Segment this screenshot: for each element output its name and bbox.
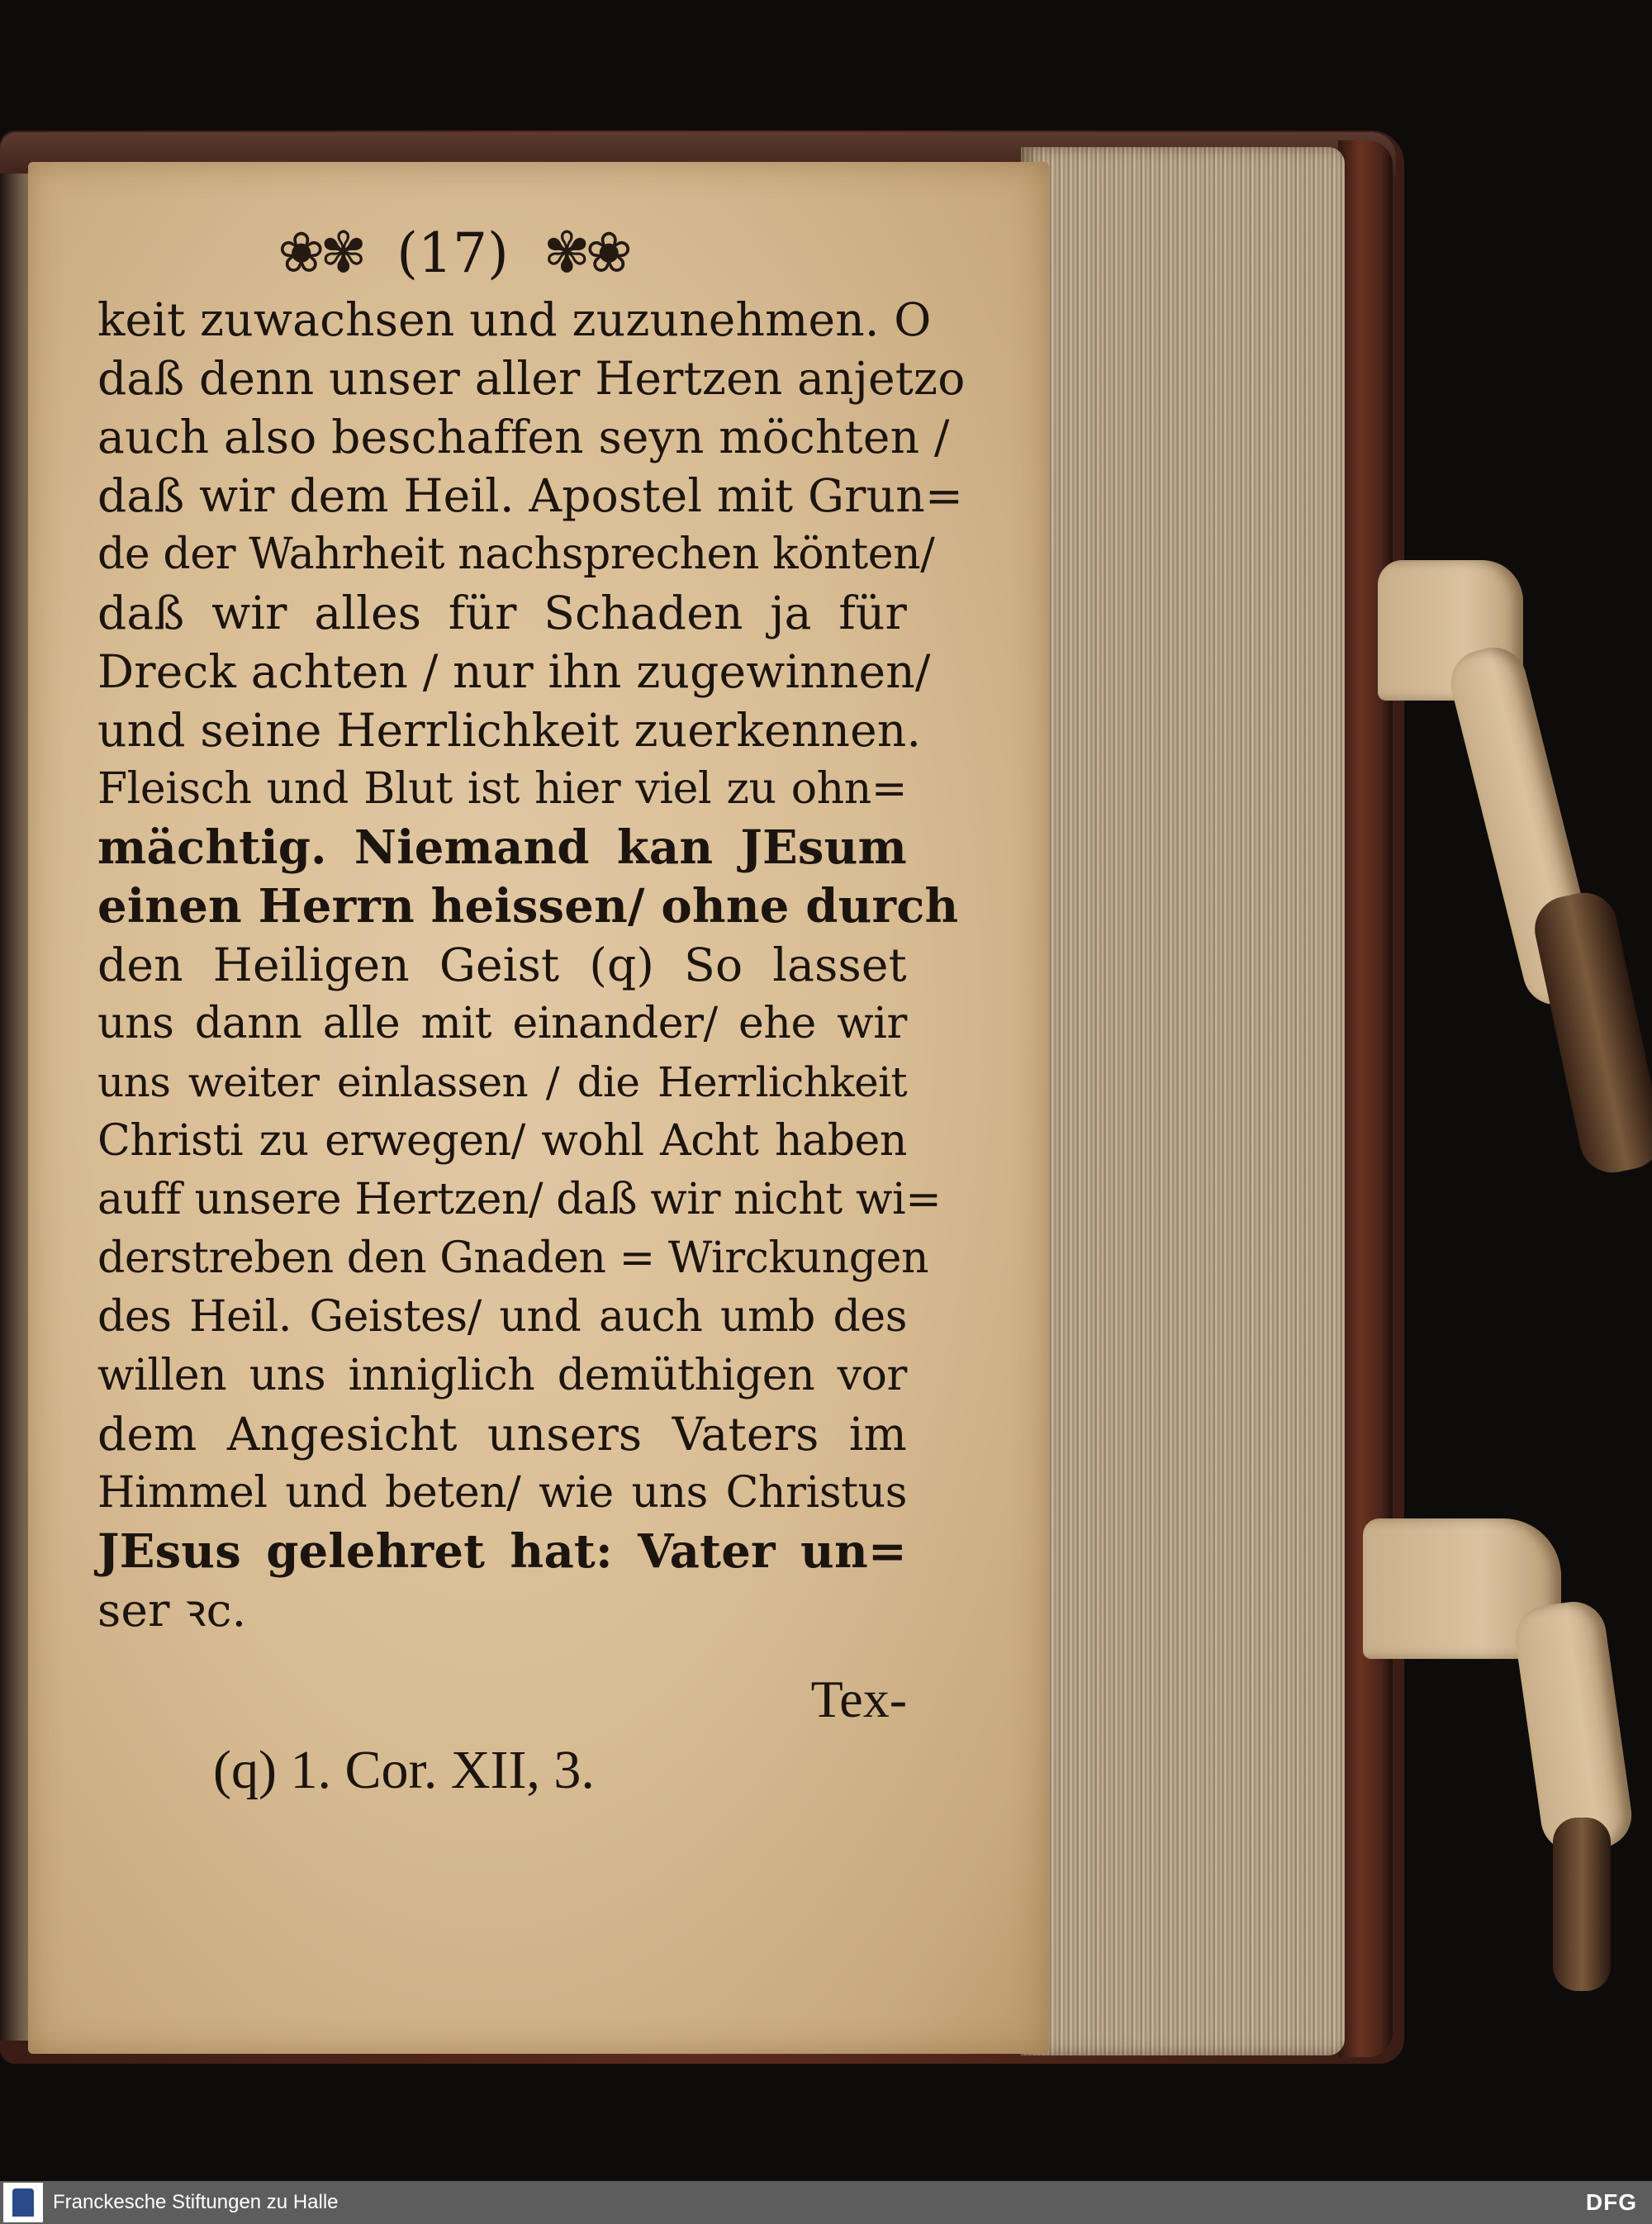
text-line: und seine Herrlichkeit zuerkennen.: [97, 704, 922, 757]
page-stack: [1021, 147, 1345, 2055]
text-line: Dreck achten / nur ihn zugewinnen/: [97, 645, 931, 698]
text-line: JEsus gelehret hat: Vater un=: [97, 1524, 907, 1579]
clasp-lower: [1553, 1818, 1611, 1991]
catchword: Tex-: [810, 1670, 907, 1728]
text-line: dem Angesicht unsers Vaters im: [97, 1408, 907, 1461]
text-line: uns weiter einlassen / die Herrlichkeit: [97, 1058, 907, 1106]
institution-name: Franckesche Stiftungen zu Halle: [53, 2191, 339, 2213]
text-line: uns dann alle mit einander/ ehe wir: [97, 999, 907, 1048]
text-line: Himmel und beten/ wie uns Christus: [97, 1468, 907, 1518]
text-line: einen Herrn heissen/ ohne durch: [97, 879, 959, 934]
text-line: daß denn unser aller Hertzen anjetzo: [97, 352, 966, 405]
institution-logo-icon: [3, 2183, 43, 2222]
page-header: [0, 215, 907, 291]
dfg-logo: DFG: [1585, 2189, 1637, 2215]
text-line: ser ꝛc.: [97, 1584, 247, 1637]
text-line: des Heil. Geistes/ und auch umb des: [97, 1292, 907, 1342]
building-icon: [12, 2188, 34, 2217]
text-line: Christi zu erwegen/ wohl Acht haben: [97, 1116, 907, 1166]
text-line: daß wir dem Heil. Apostel mit Grun=: [97, 469, 964, 522]
text-line: keit zuwachsen und zuzunehmen. O: [97, 293, 932, 346]
page-number: (17): [396, 221, 509, 285]
text-line: willen uns inniglich demüthigen vor: [97, 1351, 907, 1400]
book-spine-edge: [1338, 140, 1393, 2057]
ornament-left-icon: ❀✾: [278, 220, 363, 286]
text-line: mächtig. Niemand kan JEsum: [97, 820, 907, 875]
page-text: [97, 215, 966, 1803]
clasp-upper: [1529, 886, 1652, 1178]
text-line: daß wir alles für Schaden ja für: [97, 587, 907, 639]
ornament-right-icon: ✾❀: [543, 220, 628, 286]
viewer-footer-bar: [0, 2181, 1652, 2224]
footnote: (q) 1. Cor. XII, 3.: [213, 1740, 595, 1800]
text-line: Fleisch und Blut ist hier viel zu ohn=: [97, 764, 907, 814]
text-line: derstreben den Gnaden = Wirckungen: [97, 1233, 929, 1283]
text-line: auch also beschaffen seyn möchten /: [97, 411, 950, 463]
text-line: den Heiligen Geist (q) So lasset: [97, 939, 907, 991]
text-line: de der Wahrheit nachsprechen könten/: [97, 530, 935, 579]
text-line: auff unsere Hertzen/ daß wir nicht wi=: [97, 1175, 942, 1224]
